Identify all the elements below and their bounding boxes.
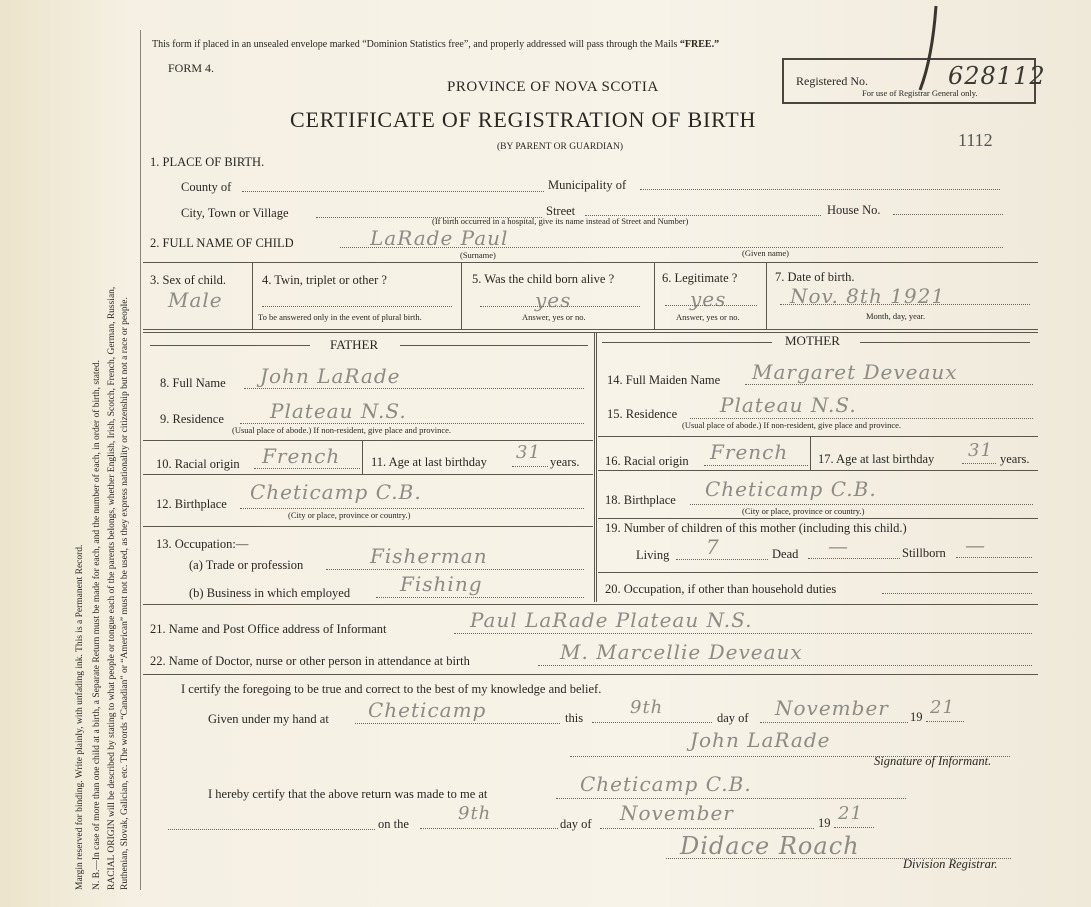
mother-residence-note: (Usual place of abode.) If non-resident, give place and province.: [682, 420, 902, 430]
mother-maiden-name-label: 14. Full Maiden Name: [607, 373, 721, 387]
street-label: Street: [546, 204, 576, 218]
mother-years-label: years.: [1000, 452, 1030, 466]
mother-heading-rule-left: [602, 342, 772, 343]
mother-occupation-line: [882, 593, 1032, 594]
informant-label: 21. Name and Post Office address of Informant: [150, 622, 387, 636]
twin-label: 4. Twin, triplet or other ?: [262, 273, 387, 287]
father-full-name-line: [244, 388, 584, 389]
surname-note: (Surname): [460, 250, 496, 260]
mother-age-label: 17. Age at last birthday: [818, 452, 935, 466]
mother-birthplace-line: [690, 504, 1033, 505]
month-line-2: [600, 828, 814, 829]
ink-stroke: [912, 4, 952, 94]
division-registrar-label: Division Registrar.: [903, 857, 998, 871]
father-occupation-label: 13. Occupation:—: [156, 537, 249, 551]
father-rule-3: [143, 526, 593, 527]
row3-top-rule: [143, 262, 1038, 263]
alive-note: Answer, yes or no.: [522, 312, 586, 322]
father-rule-2: [143, 474, 593, 475]
mother-residence-value: Plateau N.S.: [720, 393, 857, 417]
top-notice: [152, 38, 719, 52]
father-trade-value: Fisherman: [370, 544, 488, 568]
county-label: County of: [181, 180, 232, 194]
father-business-label: (b) Business in which employed: [189, 586, 351, 600]
mother-residence-line: [690, 418, 1033, 419]
father-business-line: [376, 597, 584, 598]
place-of-birth-label: 1. PLACE OF BIRTH.: [150, 155, 265, 169]
mother-residence-label: 15. Residence: [607, 407, 678, 421]
father-birthplace-line: [240, 508, 584, 509]
margin-rule: [140, 30, 141, 890]
registered-label: Registered No.: [796, 74, 868, 88]
county-line: [242, 191, 544, 192]
year-prefix-2: 19: [818, 816, 831, 830]
row3-divider-3: [654, 262, 655, 329]
certificate-subtitle: (BY PARENT OR GUARDIAN): [497, 142, 624, 152]
full-name-child-label: 2. FULL NAME OF CHILD: [150, 236, 294, 250]
legitimate-value: yes: [690, 287, 727, 311]
hospital-note: (If birth occurred in a hospital, give its name instead of Street and Number): [432, 216, 689, 226]
informant-signature: John LaRade: [690, 728, 831, 752]
informant-line: [454, 633, 1032, 634]
mother-age-line: [962, 463, 996, 464]
mother-birthplace-value: Cheticamp C.B.: [705, 477, 877, 501]
mother-stillborn-value: —: [965, 533, 986, 557]
father-birthplace-note: (City or place, province or country.): [288, 510, 411, 520]
legitimate-label: 6. Legitimate ?: [662, 271, 738, 285]
row3-divider-1: [252, 262, 253, 329]
father-full-name-label: 8. Full Name: [160, 376, 226, 390]
sex-label: 3. Sex of child.: [150, 273, 227, 287]
father-residence-label: 9. Residence: [160, 412, 224, 426]
row3-divider-4: [766, 262, 767, 329]
informant-top-rule: [143, 604, 1038, 605]
margin-note-1: Margin reserved for binding. Write plainly, with unfading ink. This is a Permanent Record.: [75, 544, 85, 890]
year-prefix: 19: [910, 710, 923, 724]
father-trade-label: (a) Trade or profession: [189, 558, 304, 572]
mother-age-value: 31: [968, 440, 993, 461]
mother-rule-3: [598, 518, 1038, 519]
house-label: House No.: [827, 203, 881, 217]
return-blank-line: [168, 829, 375, 830]
father-years-label: years.: [550, 455, 580, 469]
mother-occupation-label: 20. Occupation, if other than household duties: [605, 582, 837, 596]
margin-note-4: Ruthenian, Slovak, Galician, etc. The words “Canadian” or “American” must not be used, as they express nationality or citizenship but not a race or people.: [120, 297, 130, 890]
informant-value: Paul LaRade Plateau N.S.: [470, 608, 753, 632]
father-residence-note: (Usual place of abode.) If non-resident, give place and province.: [232, 425, 452, 435]
top-notice-free: “FREE.”: [679, 39, 720, 50]
mother-rule-2: [598, 470, 1038, 471]
day-of-label-2: day of: [560, 817, 592, 831]
legitimate-note: Answer, yes or no.: [676, 312, 740, 322]
father-birthplace-value: Cheticamp C.B.: [250, 480, 422, 504]
return-place-value: Cheticamp C.B.: [580, 772, 752, 796]
mother-birthplace-note: (City or place, province or country.): [742, 506, 865, 516]
father-age-line: [512, 466, 548, 467]
on-the-label: on the: [378, 817, 409, 831]
father-age-label: 11. Age at last birthday: [371, 455, 487, 469]
father-age-value: 31: [516, 442, 541, 463]
twin-line: [262, 306, 452, 307]
certify-top-rule: [143, 674, 1038, 675]
province-heading: PROVINCE OF NOVA SCOTIA: [447, 79, 659, 95]
father-residence-value: Plateau N.S.: [270, 399, 407, 423]
year-suffix: 21: [930, 697, 955, 718]
this-label: this: [565, 711, 584, 725]
given-name-note: (Given name): [742, 248, 789, 258]
mother-age-divider: [810, 436, 811, 470]
on-the-value: 9th: [458, 803, 492, 824]
form-number: FORM 4.: [168, 61, 215, 75]
house-line: [893, 214, 1003, 215]
corner-number: 1112: [958, 130, 993, 150]
row3-divider-2: [461, 262, 462, 329]
father-racial-label: 10. Racial origin: [156, 457, 240, 471]
alive-label: 5. Was the child born alive ?: [472, 272, 615, 286]
mother-stillborn-label: Stillborn: [902, 546, 946, 560]
registrar-use-note: For use of Registrar General only.: [862, 88, 978, 98]
father-trade-line: [326, 569, 584, 570]
father-heading-rule-left: [150, 345, 310, 346]
given-under-label: Given under my hand at: [208, 712, 329, 726]
mother-stillborn-line: [956, 557, 1032, 558]
mother-rule-4: [598, 572, 1038, 573]
year-suffix-2: 21: [838, 803, 863, 824]
mother-living-value: 7: [706, 535, 720, 559]
mother-heading-rule-right: [860, 342, 1030, 343]
mother-maiden-name-value: Margaret Deveaux: [752, 360, 958, 384]
registrar-signature: Didace Roach: [680, 832, 860, 860]
municipality-label: Municipality of: [548, 178, 627, 192]
date-of-birth-note: Month, day, year.: [866, 311, 926, 321]
margin-note-3: RACIAL ORIGIN will be described by stating to what people or tongue each of the parents belongs, whether English, Irish, Scotch, French, German, Russian,: [107, 286, 117, 890]
given-place-line: [355, 723, 560, 724]
month-value: November: [775, 696, 889, 720]
father-age-divider: [362, 440, 363, 474]
father-birthplace-label: 12. Birthplace: [156, 497, 227, 511]
city-label: City, Town or Village: [181, 206, 289, 220]
return-label: I hereby certify that the above return was made to me at: [208, 787, 488, 801]
mother-dead-line: [808, 558, 900, 559]
mother-heading: MOTHER: [785, 333, 840, 348]
mother-dead-value: —: [828, 534, 849, 558]
sex-value: Male: [168, 288, 223, 312]
parents-center-rule: [594, 332, 597, 602]
given-place-value: Cheticamp: [368, 698, 487, 722]
father-residence-line: [240, 423, 584, 424]
registered-number-value: 628112: [948, 62, 1046, 90]
year-line-2: [834, 827, 874, 828]
mother-racial-label: 16. Racial origin: [605, 454, 689, 468]
date-of-birth-value: Nov. 8th 1921: [790, 284, 946, 308]
on-the-line: [420, 828, 558, 829]
top-notice-text: This form if placed in an unsealed envelope marked “Dominion Statistics free”, and properly addressed will pass through the Mails: [152, 39, 678, 50]
mother-living-label: Living: [636, 548, 670, 562]
father-rule-1: [143, 440, 593, 441]
mother-racial-value: French: [710, 440, 789, 464]
attendant-value: M. Marcellie Deveaux: [560, 640, 803, 664]
municipality-line: [640, 189, 1000, 190]
row3-bottom-rule: [143, 329, 1038, 330]
certificate-title: CERTIFICATE OF REGISTRATION OF BIRTH: [290, 107, 757, 132]
father-full-name-value: John LaRade: [260, 364, 401, 388]
mother-living-line: [676, 559, 768, 560]
this-value: 9th: [630, 697, 664, 718]
return-place-line: [556, 798, 906, 799]
this-line: [592, 722, 712, 723]
signature-of-informant-label: Signature of Informant.: [874, 754, 992, 768]
father-racial-value: French: [262, 444, 341, 468]
alive-value: yes: [535, 288, 572, 312]
father-heading-rule-right: [400, 345, 588, 346]
mother-maiden-name-line: [745, 384, 1033, 385]
date-of-birth-label: 7. Date of birth.: [775, 270, 855, 284]
attendant-label: 22. Name of Doctor, nurse or other person in attendance at birth: [150, 654, 470, 668]
certify-statement: I certify the foregoing to be true and correct to the best of my knowledge and belief.: [181, 682, 602, 696]
attendant-line: [538, 665, 1032, 666]
mother-rule-1: [598, 436, 1038, 437]
month-line: [760, 722, 908, 723]
mother-children-label: 19. Number of children of this mother (including this child.): [605, 521, 907, 535]
twin-note: To be answered only in the event of plural birth.: [258, 312, 422, 322]
mother-dead-label: Dead: [772, 547, 799, 561]
father-business-value: Fishing: [400, 572, 483, 596]
father-racial-line: [254, 468, 360, 469]
day-of-label: day of: [717, 711, 749, 725]
parents-top-rule: [143, 332, 1038, 333]
father-heading: FATHER: [330, 337, 379, 352]
month-value-2: November: [620, 801, 734, 825]
mother-racial-line: [704, 465, 808, 466]
child-name-value: LaRade Paul: [370, 226, 509, 250]
mother-birthplace-label: 18. Birthplace: [605, 493, 676, 507]
year-line: [926, 721, 964, 722]
margin-note-2: N. B.—In case of more than one child at a birth, a Separate Return must be made for each, and the number of each, in order of birth, stated.: [92, 360, 102, 890]
